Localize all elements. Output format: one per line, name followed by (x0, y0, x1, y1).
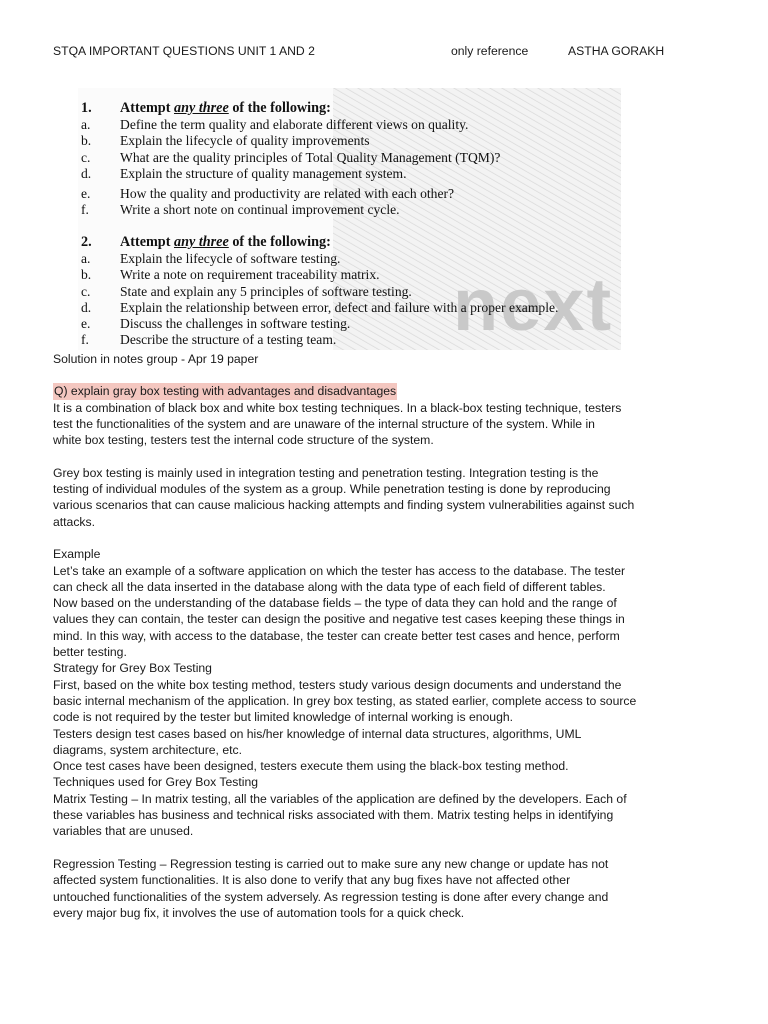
body-line: Regression Testing – Regression testing is carried out to make sure any new change or update has not (53, 856, 609, 871)
item-label: c. (81, 283, 91, 299)
body-line: Example (53, 547, 101, 562)
body-line: these variables has business and technical risks associated with them. Matrix testing helps in identifying (53, 808, 614, 823)
question-1-suffix: of the following: (228, 100, 331, 116)
question-item (78, 300, 621, 316)
item-label: f. (81, 202, 89, 218)
body-line: Grey box testing is mainly used in integration testing and penetration testing. Integration testing is the (53, 465, 599, 480)
question-item (78, 284, 621, 300)
item-text: State and explain any 5 principles of software testing. (120, 283, 412, 299)
body-line: basic internal mechanism of the application. In grey box testing, as stated earlier, complete access to source (53, 693, 637, 708)
question-item (78, 202, 621, 218)
item-text: What are the quality principles of Total Quality Management (TQM)? (120, 149, 501, 165)
question-1-prefix: Attempt (120, 100, 174, 116)
item-label: c. (81, 149, 91, 165)
question-item (78, 332, 621, 348)
question-2 (78, 233, 621, 349)
body-line: every major bug fix, it involves the use of automation tools for a quick check. (53, 905, 465, 920)
question-paper-scan (78, 88, 621, 350)
item-label: b. (81, 133, 92, 149)
body-paragraphs (53, 400, 713, 922)
question-item (78, 150, 621, 166)
body-line: Now based on the understanding of the database fields – the type of data they can hold and the range of (53, 596, 617, 611)
body-line: Let’s take an example of a software application on which the tester has access to the database. The tester (53, 563, 626, 578)
item-text: Describe the structure of a testing team. (120, 332, 337, 348)
question-2-suffix: of the following: (228, 234, 331, 250)
question-item (78, 267, 621, 283)
body-line: Once test cases have been designed, testers execute them using the black-box testing method. (53, 759, 569, 774)
question-2-emphasis: any three (173, 234, 229, 250)
body-line: Strategy for Grey Box Testing (53, 661, 212, 676)
question-2-prefix: Attempt (120, 234, 174, 250)
item-text: Define the term quality and elaborate different views on quality. (120, 117, 469, 132)
body-line: white box testing, testers test the internal code structure of the system. (53, 433, 434, 448)
question-1-number: 1. (81, 100, 92, 116)
item-text: Write a note on requirement traceability matrix. (120, 267, 380, 283)
blank-line (53, 530, 713, 546)
answer-heading: Q) explain gray box testing with advantages and disadvantages (54, 384, 397, 399)
item-text: Explain the lifecycle of software testing. (120, 251, 341, 266)
body-line: Testers design test cases based on his/her knowledge of internal data structures, algorithms, UML (53, 726, 582, 741)
item-label: a. (81, 117, 91, 132)
item-text: How the quality and productivity are related with each other? (120, 186, 455, 202)
item-label: d. (81, 165, 92, 181)
item-text: Write a short note on continual improvement cycle. (120, 202, 400, 218)
question-item (78, 166, 621, 182)
body-line: attacks. (53, 514, 95, 529)
body-line: can check all the data inserted in the database along with the data type of each field of different tables. (53, 579, 606, 594)
body-line: Techniques used for Grey Box Testing (53, 775, 259, 790)
body-line: Matrix Testing – In matrix testing, all the variables of the application are defined by the developers. Each of (53, 791, 627, 806)
question-2-number: 2. (81, 234, 92, 250)
page-header (0, 44, 768, 62)
question-1 (78, 99, 621, 219)
item-text: Explain the structure of quality management system. (120, 165, 407, 181)
question-item (78, 133, 621, 149)
item-text: Discuss the challenges in software testing. (120, 316, 351, 332)
body-line: code is not required by the tester but limited knowledge of internal working is enough. (53, 710, 514, 725)
question-item (78, 251, 621, 267)
item-label: b. (81, 267, 92, 283)
body-line: First, based on the white box testing method, testers study various design documents and understand the (53, 677, 622, 692)
item-label: e. (81, 186, 91, 202)
body-line: untouched functionalities of the system adversely. As regression testing is done after every change and (53, 889, 609, 904)
body-line: It is a combination of black box and white box testing techniques. In a black-box testing technique, testers (53, 400, 622, 415)
header-title: STQA IMPORTANT QUESTIONS UNIT 1 AND 2 (53, 44, 315, 58)
item-text: Explain the relationship between error, defect and failure with a proper example. (120, 299, 559, 315)
header-author: ASTHA GORAKH (568, 44, 665, 58)
body-line: test the functionalities of the system and are unaware of the internal structure of the system. While in (53, 416, 595, 431)
body-line: affected system functionalities. It is also done to verify that any bug fixes have not affected other (53, 873, 571, 888)
body-line: various scenarios that can cause malicious hacking attempts and finding system vulnerabilities against such (53, 498, 635, 513)
question-item (78, 316, 621, 332)
item-text: Explain the lifecycle of quality improvements (120, 133, 370, 149)
body-line: variables that are unused. (53, 824, 194, 839)
body-line: mind. In this way, with access to the database, the tester can create better test cases and hence, perform (53, 628, 620, 643)
body-line: diagrams, system architecture, etc. (53, 742, 242, 757)
question-2-heading (78, 233, 621, 251)
item-label: a. (81, 251, 91, 266)
question-1-emphasis: any three (173, 100, 229, 116)
item-label: e. (81, 316, 91, 332)
answer-body (53, 351, 713, 921)
item-label: f. (81, 332, 89, 348)
body-line: values they can contain, the tester can design the positive and negative test cases keeping these things in (53, 612, 625, 627)
item-label: d. (81, 299, 92, 315)
solution-note: Solution in notes group - Apr 19 paper (53, 352, 259, 366)
question-1-heading (78, 99, 621, 117)
question-item (78, 186, 621, 202)
body-line: better testing. (53, 645, 127, 660)
body-line: testing of individual modules of the system as a group. While penetration testing is done by reproducing (53, 482, 611, 497)
blank-line (53, 448, 713, 464)
watermark-text: next (453, 263, 614, 346)
header-note: only reference (451, 44, 529, 58)
question-item (78, 117, 621, 133)
blank-line (53, 840, 713, 856)
